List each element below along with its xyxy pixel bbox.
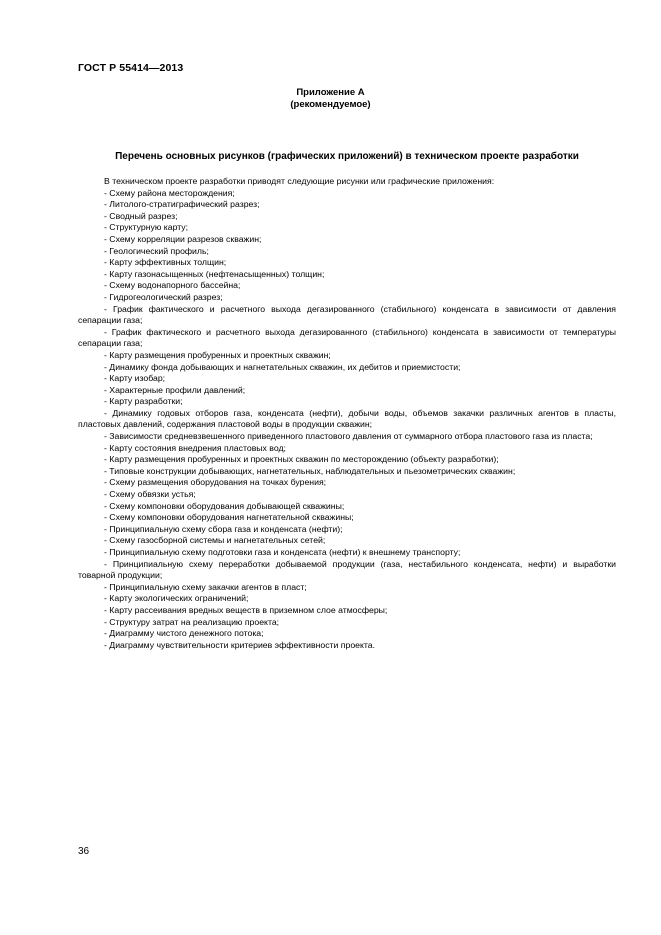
list-item: - Типовые конструкции добывающих, нагнетательных, наблюдательных и пьезометрических скважин; — [104, 465, 516, 476]
appendix-subtitle: (рекомендуемое) — [290, 99, 371, 110]
list-item: - График фактического и расчетного выхода дегазированного (стабильного) конденсата в зависимости от температуры сепарации газа; — [78, 326, 616, 349]
list-item: - Карту разработки; — [104, 396, 183, 407]
list-item: - Диаграмму чувствительности критериев эффективности проекта. — [104, 639, 376, 650]
list-item: - Карту состояния внедрения пластовых вод; — [104, 442, 286, 453]
intro-paragraph: В техническом проекте разработки приводят следующие рисунки или графические приложения: — [104, 176, 495, 186]
list-item: - Карту эффективных толщин; — [104, 257, 227, 268]
page-number: 36 — [78, 846, 90, 857]
list-item: - Схему корреляции разрезов скважин; — [104, 233, 262, 244]
list-item: - Динамику годовых отборов газа, конденсата (нефти), добычи воды, объемов закачки различных агентов в пласты, пластовых давлений, содержания пластовой воды в продукции скважин; — [78, 407, 616, 430]
list-item: - Карту рассеивания вредных веществ в приземном слое атмосферы; — [104, 604, 388, 615]
appendix-heading — [0, 87, 661, 111]
list-item: - Структурную карту; — [104, 222, 189, 233]
list-item: - Динамику фонда добывающих и нагнетательных скважин, их дебитов и приемистости; — [104, 361, 461, 372]
list-item: - Принципиальную схему закачки агентов в пласт; — [104, 581, 307, 592]
list-item: - Схему компоновки оборудования добывающей скважины; — [104, 500, 345, 511]
list-item: - Карту экологических ограничений; — [104, 593, 249, 604]
section-body — [78, 176, 616, 651]
list-item: - Схему района месторождения; — [104, 187, 235, 198]
list-item: - Структуру затрат на реализацию проекта; — [104, 616, 280, 627]
list-item: - Схему компоновки оборудования нагнетательной скважины; — [104, 512, 354, 523]
list-item: - Карту изобар; — [104, 373, 166, 384]
list-item: - Геологический профиль; — [104, 245, 209, 256]
list-item: - Принципиальную схему сбора газа и конденсата (нефти); — [104, 523, 343, 534]
list-item: - Литолого-стратиграфический разрез; — [104, 199, 260, 210]
list-item: - Гидрогеологический разрез; — [104, 291, 223, 302]
list-item: - График фактического и расчетного выхода дегазированного (стабильного) конденсата в зависимости от давления сепарации газа; — [78, 303, 616, 326]
list-item: - Схему газосборной системы и нагнетательных сетей; — [104, 535, 326, 546]
section-title: Перечень основных рисунков (графических приложений) в техническом проекте разработки — [115, 151, 579, 162]
standard-code: ГОСТ Р 55414—2013 — [78, 62, 184, 74]
list-item: - Карту размещения пробуренных и проектных скважин по месторождению (объекту разработки); — [104, 454, 499, 465]
list-item: - Зависимости средневзвешенного приведенного пластового давления от суммарного отбора пластового газа из пласта; — [104, 431, 593, 442]
list-item: - Принципиальную схему переработки добываемой продукции (газа, нестабильного конденсата, нефти) и выработки товарной продукции; — [78, 558, 616, 581]
list-item: - Схему водонапорного бассейна; — [104, 280, 241, 291]
list-item: - Принципиальную схему подготовки газа и конденсата (нефти) к внешнему транспорту; — [104, 547, 461, 557]
list-item: - Схему обвязки устья; — [104, 489, 196, 500]
appendix-title: Приложение А — [296, 87, 365, 98]
list-item: - Характерные профили давлений; — [104, 384, 246, 395]
list-item: - Карту газонасыщенных (нефтенасыщенных) толщин; — [104, 268, 325, 279]
list-item: - Диаграмму чистого денежного потока; — [104, 628, 264, 639]
list-item: - Схему размещения оборудования на точках бурения; — [104, 477, 327, 488]
list-item: - Карту размещения пробуренных и проектных скважин; — [104, 349, 331, 360]
list-item: - Сводный разрез; — [104, 210, 178, 221]
